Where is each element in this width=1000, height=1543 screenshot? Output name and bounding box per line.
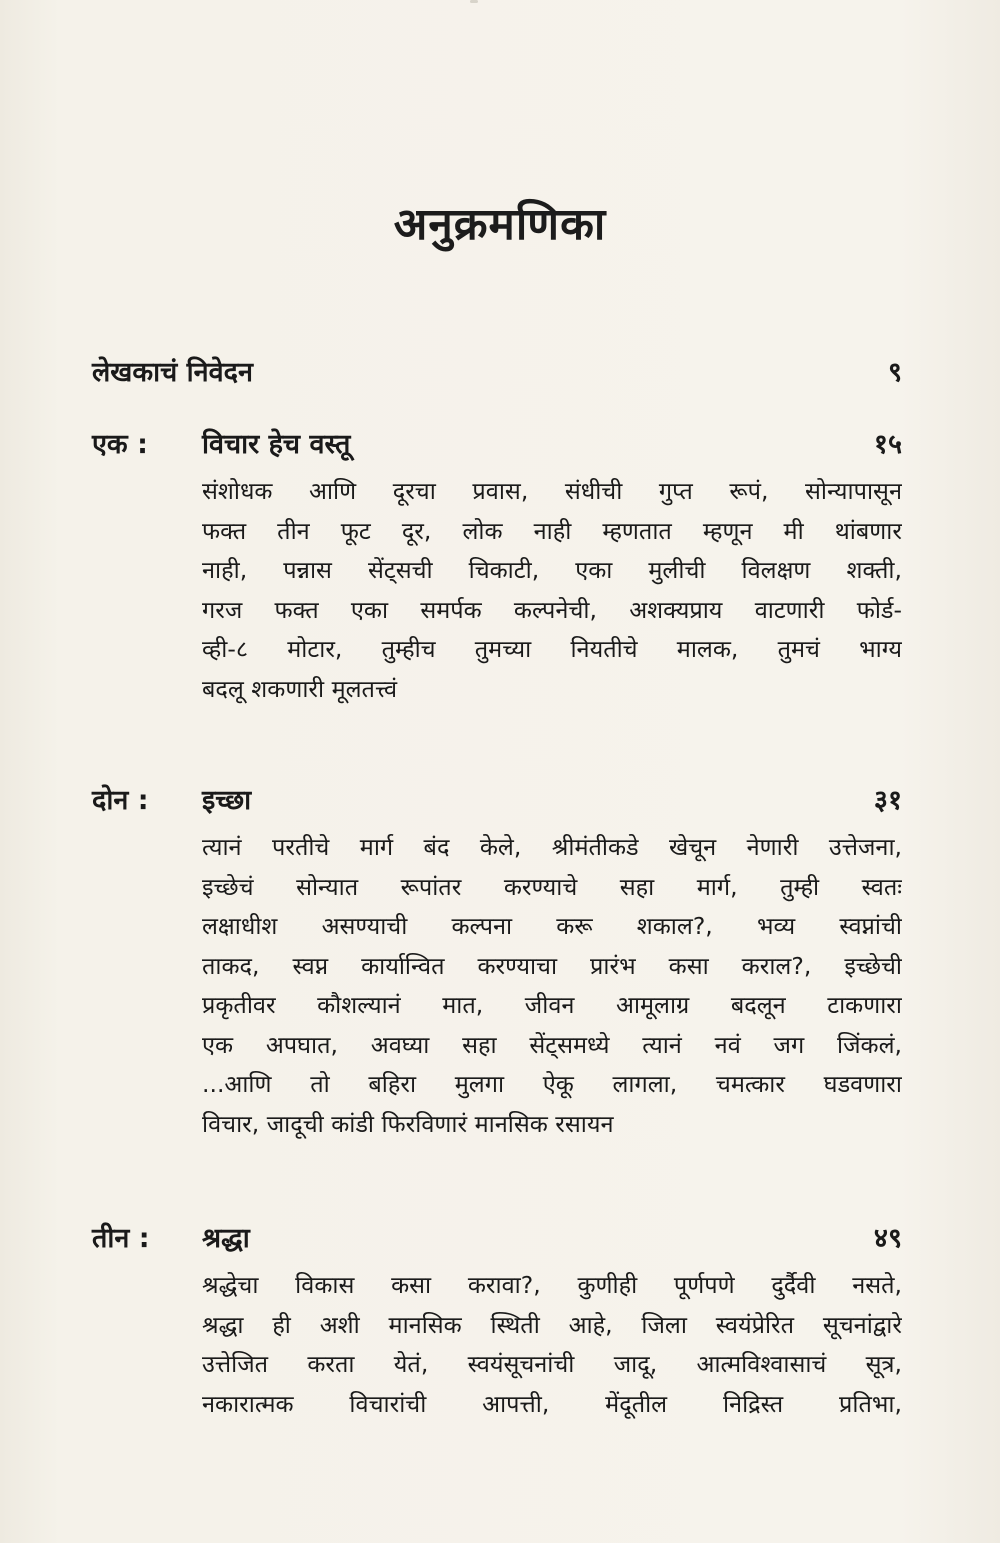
chapter-page-number: ३१ [873, 785, 902, 816]
description-line: श्रद्धेचा विकास कसा करावा?, कुणीही पूर्णपणे दुर्दैवी नसते, [202, 1271, 902, 1299]
chapter-title: विचार हेच वस्तू [202, 429, 351, 460]
description-line: उत्तेजित करता येतं, स्वयंसूचनांची जादू, आत्मविश्वासाचं सूत्र, [202, 1350, 902, 1378]
description-line: एक अपघात, अवघ्या सहा सेंट्समध्ये त्यानं नवं जग जिंकलं, [202, 1030, 902, 1059]
chapter-description [202, 1266, 902, 1424]
chapter-description [202, 828, 902, 1144]
preface-page-number: ९ [887, 357, 902, 388]
chapter-number: तीन : [92, 1223, 150, 1254]
description-line: गरज फक्त एका समर्पक कल्पनेची, अशक्यप्राय वाटणारी फोर्ड- [202, 595, 902, 624]
description-line: लक्षाधीश असण्याची कल्पना करू शकाल?, भव्य स्वप्नांची [202, 912, 902, 940]
description-line: ...आणि तो बहिरा मुलगा ऐकू लागला, चमत्कार घडवणारा [202, 1070, 902, 1098]
chapter-page-number: ४९ [873, 1223, 902, 1254]
description-line: ताकद, स्वप्न कार्यान्वित करण्याचा प्रारंभ कसा कराल?, इच्छेची [202, 951, 902, 980]
description-line: इच्छेचं सोन्यात रूपांतर करण्याचे सहा मार्ग, तुम्ही स्वतः [202, 872, 902, 901]
chapter-title: इच्छा [202, 785, 252, 816]
description-line: संशोधक आणि दूरचा प्रवास, संधीची गुप्त रूपं, सोन्यापासून [202, 477, 902, 505]
chapter-page-number: १५ [873, 429, 902, 460]
chapter-number: दोन : [92, 785, 149, 816]
preface-title: लेखकाचं निवेदन [92, 357, 253, 388]
description-line: नकारात्मक विचारांची आपत्ती, मेंदूतील निद्रिस्त प्रतिभा, [202, 1389, 902, 1418]
page-title: अनुक्रमणिका [393, 199, 607, 250]
description-line: प्रकृतीवर कौशल्यानं मात, जीवन आमूलाग्र बदलून टाकणारा [202, 991, 902, 1019]
toc-entry-preface [92, 352, 902, 396]
description-line: फक्त तीन फूट दूर, लोक नाही म्हणतात म्हणून मी थांबणार [202, 516, 902, 545]
description-line: नाही, पन्नास सेंट्सची चिकाटी, एका मुलीची विलक्षण शक्ती, [202, 556, 902, 584]
chapter-number: एक : [92, 429, 148, 460]
paper-speck [470, 0, 478, 3]
description-line: विचार, जादूची कांडी फिरविणारं मानसिक रसायन [202, 1109, 614, 1138]
chapter-description [202, 472, 902, 709]
description-line: श्रद्धा ही अशी मानसिक स्थिती आहे, जिला स्वयंप्रेरित सूचनांद्वारे [202, 1310, 902, 1339]
description-line: व्ही-८ मोटार, तुम्हीच तुमच्या नियतीचे मालक, तुमचं भाग्य [202, 635, 902, 663]
chapter-title: श्रद्धा [202, 1223, 250, 1254]
description-line: त्यानं परतीचे मार्ग बंद केले, श्रीमंतीकडे खेचून नेणारी उत्तेजना, [202, 833, 902, 861]
description-line: बदलू शकणारी मूलतत्त्वं [202, 674, 398, 703]
